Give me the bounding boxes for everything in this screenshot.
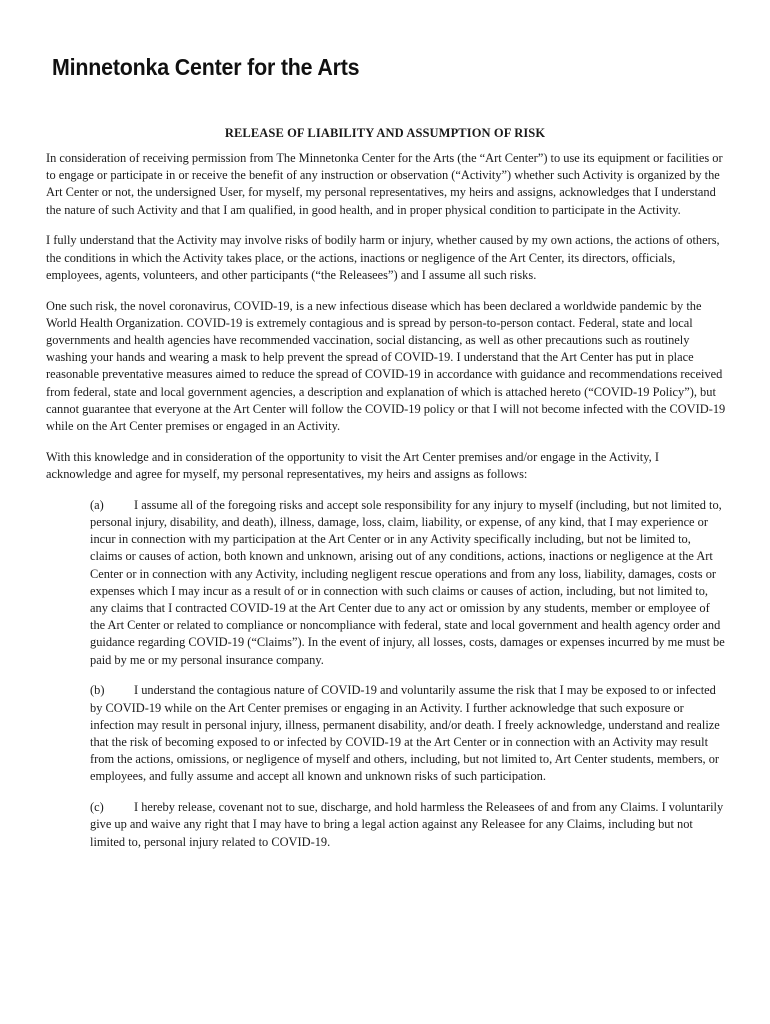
paragraph-covid: One such risk, the novel coronavirus, COVID-19, is a new infectious disease which has been declared a worldwide pandemic by the World Health Organization. COVID-19 is extremely contagious and is spread by person-to-person contact. Federal, state and local governments and health agencies have recommended vaccination, social distancing, as well as other precautions such as routinely washing your hands and wearing a mask to help prevent the spread of COVID-19. I understand that the Art Center has put in place reasonable preventative measures aimed to reduce the spread of COVID-19 in accordance with guidance and recommendations received from federal, state and local government agencies, a description and explanation of which is attached hereto (“COVID-19 Policy”), but cannot guarantee that everyone at the Art Center will follow the COVID-19 policy or that I will not become infected with the COVID-19 while on the Art Center premises or engaged in an Activity.	[46, 298, 726, 434]
paragraph-consideration: In consideration of receiving permission from The Minnetonka Center for the Arts (the “Art Center”) to use its equipment or facilities or to engage or participate in or receive the benefit of any instruction or observation (“Activity”) whether such Activity is organized by the Art Center or not, the undersigned User, for myself, my personal representatives, my heirs and assigns, acknowledges that I understand the nature of such Activity and that I am qualified, in good health, and in proper physical condition to participate in the Activity.	[46, 151, 723, 217]
organization-logo: Minnetonka Center for the Arts	[52, 54, 360, 80]
list-item-text: I assume all of the foregoing risks and accept sole responsibility for any injury to myself (including, but not limited to, personal injury, disability, and death), illness, damage, loss, claim, liability, or expense, of any kind, that I may experience or incur in connection with my participation at the Art Center or in any Activity specifically including, but not be limited to, claims or causes of action, both known and unknown, arising out of any conditions, actions, inactions or negligence at the Art Center or in connection with any Activity, including negligent rescue operations and from any loss, liability, damages, costs or expenses which I may incur as a result of or in connection with such claims or causes of action, including, but not limited to, any claims that I contracted COVID-19 at the Art Center due to any act or omission by any students, member or employee of the Art Center or related to compliance or noncompliance with federal, state and local government and health agency order and guidance regarding COVID-19 (“Claims”). In the event of injury, all losses, costs, damages or expenses incurred by me must be paid by me or my personal insurance company.	[90, 497, 725, 667]
list-item-letter: (b)	[90, 683, 105, 698]
paragraph-acknowledgement: With this knowledge and in consideration of the opportunity to visit the Art Center premises and/or engage in the Activity, I acknowledge and agree for myself, my personal representatives, my heirs and assigns as follows:	[46, 449, 659, 482]
list-item-c	[90, 799, 726, 851]
paragraph-risks: I fully understand that the Activity may involve risks of bodily harm or injury, whether caused by my own actions, the actions of others, the conditions in which the Activity takes place, or the actions, inactions or negligence of the Art Center, its directors, officials, employees, agents, volunteers, and other participants (“the Releasees”) and I assume all such risks.	[46, 233, 720, 282]
list-item-text: I understand the contagious nature of COVID-19 and voluntarily assume the risk that I may be exposed to or infected by COVID-19 while on the Art Center premises or engaging in an Activity. I further acknowledge that such exposure or infection may result in personal injury, illness, permanent disability, and/or death. I freely acknowledge, understand and realize that the risk of becoming exposed to or infected by COVID-19 at the Art Center or in connection with an Activity may result from the actions, omissions, or negligence of myself and others, including, but not limited to, Art Center students, members, or employees, and fully assume and accept all known and unknown risks of such participation.	[90, 683, 720, 784]
list-item-a	[90, 497, 726, 669]
list-item-letter: (c)	[90, 800, 104, 815]
document-title: RELEASE OF LIABILITY AND ASSUMPTION OF RISK	[224, 126, 546, 140]
list-item-b	[90, 682, 726, 785]
document-body	[46, 150, 726, 864]
list-item-text: I hereby release, covenant not to sue, discharge, and hold harmless the Releasees of and from any Claims. I voluntarily give up and waive any right that I may have to bring a legal action against any Releasee for any Claims, including but not limited to, personal injury related to COVID-19.	[90, 800, 724, 849]
list-item-letter: (a)	[90, 497, 104, 512]
